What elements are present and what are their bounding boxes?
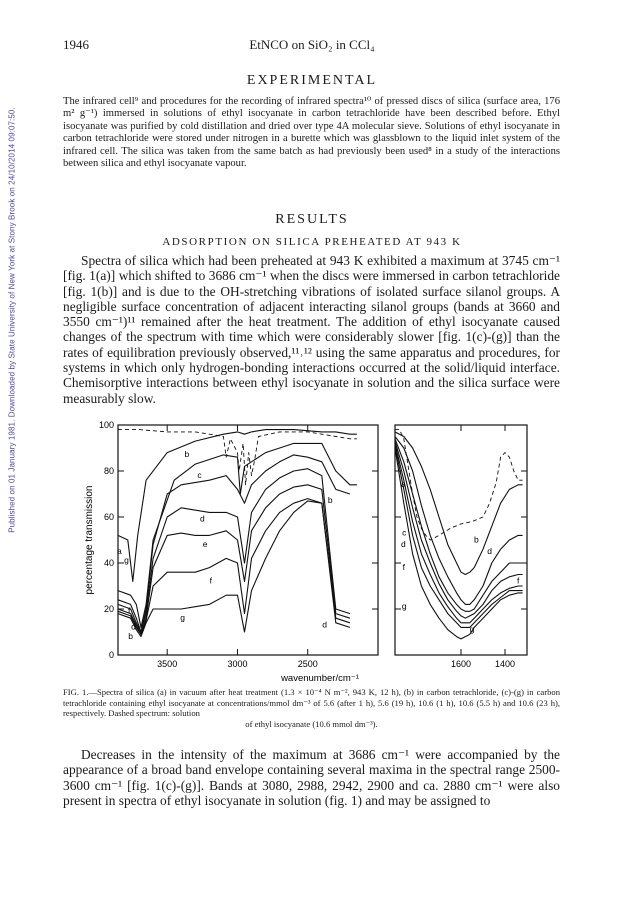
section-title-results: RESULTS [275,212,349,227]
curve-label-f: f [402,561,405,572]
curve-label-g: g [180,612,186,623]
y-tick-label: 80 [103,466,114,476]
paragraph-results: Spectra of silica which had been preheated at 943 K exhibited a maximum at 3745 cm⁻¹ [fig. 1(a)] which shifted to 3686 cm⁻¹ when the discs were immersed in carbon tetrachloride [fig. 1(b)] and is due to the OH-stretching vibrations of isolated surface silanol groups. A negligible surface concentration of adjacent interacting silanol groups (bands at 3660 and 3550 cm⁻¹)¹¹ remained after the heat treatment. The addition of ethyl isocyanate caused changes of the spectrum with time which were considerably slower [fig. 1(c)-(g)] than the rates of equilibration previously observed,¹¹˒¹² using the same apparatus and procedures, for systems in which only hydrogen-bonding interactions occurred at the solid/liquid interface. Chemisorptive interactions between ethyl isocyanate in solution and the silica surface were measurably slow. [63,253,560,406]
caption-main: FIG. 1.—Spectra of silica (a) in vacuum after heat treatment (1.3 × 10⁻⁴ N m⁻², 943 K, 12 h), (b) in carbon tetrachloride, (c)-(g) in carbon tetrachloride containing ethyl isocyanate at concentrations/mmol dm⁻³ of 5.6 (after 1 h), 5.6 (19 h), 10.6 (1 h), 10.6 (5.5 h) and 10.6 (23 h), respectively. Dashed spectrum: solution [63,687,560,718]
curve-label-b: b [474,534,479,545]
running-title: EtNCO on SiO₂ in CCl₄ [249,37,375,52]
x-tick-label: 1400 [494,659,516,669]
x-axis [157,425,515,669]
spectrum-right-dashed [395,430,523,540]
x-axis-label: wavenumber/cm⁻¹ [281,673,359,684]
subsection-title: ADSORPTION ON SILICA PREHEATED AT 943 K [162,236,462,248]
x-tick-label: 3000 [227,659,248,669]
right-panel-frame [395,425,527,655]
curve-label-a: a [117,545,122,556]
curve-label-b: b [184,449,190,460]
curve-label-d: d [131,621,136,632]
curve-label-g: g [401,601,407,611]
curve-label-b: b [128,630,134,641]
y-tick-label: 100 [98,420,114,430]
curve-label-f: f [128,605,131,616]
spectrum-curves [118,430,523,639]
curve-label-f: f [517,575,520,586]
x-tick-label: 2500 [297,659,318,669]
curve-label-c: c [402,527,407,538]
curve-label-g: g [124,555,129,565]
y-tick-label: 20 [103,604,114,614]
y-tick-label: 60 [103,512,114,522]
caption-last-line: of ethyl isocyanate (10.6 mmol dm⁻³). [245,718,378,729]
curve-label-d: d [322,619,327,630]
x-tick-label: 3500 [157,659,178,669]
spectrum-left-a-curve [118,430,357,582]
curve-label-g: g [469,624,475,634]
spectrum-right-f-curve [395,446,523,628]
spectrum-right-b-curve [395,437,523,605]
figure-caption [63,687,560,729]
curve-label-d: d [487,545,492,556]
curve-label-e: e [202,538,208,549]
paragraph-experimental: The infrared cell⁹ and procedures for the recording of infrared spectra¹⁰ of pressed discs of silica (surface area, 176 m² g⁻¹) immersed in solutions of ethyl isocyanate in carbon tetrachloride have been described before. Ethyl isocyanate was purified by cold distillation and dried over type 4A molecular sieve. Solutions of ethyl isocyanate in carbon tetrachloride were stored under nitrogen in a burette which was glassblown to the liquid inlet system of the infrared cell. The silica was taken from the same batch as had previously been used⁸ in a study of the interactions between silica and ethyl isocyanate vapour. [63,96,560,170]
y-axis-label: percentage transmission [84,485,95,595]
provenance-text: Published on 01 January 1981. Downloaded by State University of New York at Stony Brook on 24/10/2014 09:07:50. [7,107,17,533]
curve-label-c: c [197,469,202,480]
page-number: 1946 [63,37,89,52]
curve-label-a: a [400,479,406,490]
curve-label-f: f [209,575,212,586]
curve-label-b: b [327,495,333,506]
curve-label-d: d [199,513,205,524]
curve-label-d: d [400,538,406,549]
y-tick-label: 0 [108,650,114,660]
section-title-experimental: EXPERIMENTAL [246,73,378,88]
y-tick-label: 40 [103,558,114,568]
spectrum-left-b-curve [118,443,357,630]
y-axis [99,420,527,660]
spectrum-right-c-curve [395,439,523,612]
spectrum-left-f-curve [118,499,350,635]
x-tick-label: 1600 [450,659,472,669]
paragraph-decreases: Decreases in the intensity of the maximum at 3686 cm⁻¹ were accompanied by the appearance of a broad band envelope containing several maxima in the spectral range 2500-3600 cm⁻¹ [fig. 1(c)-(g)]. Bands at 3080, 2988, 2942, 2900 and ca. 2880 cm⁻¹ were also present in spectra of ethyl isocyanate in solution (fig. 1) and may be assigned to [63,747,560,808]
